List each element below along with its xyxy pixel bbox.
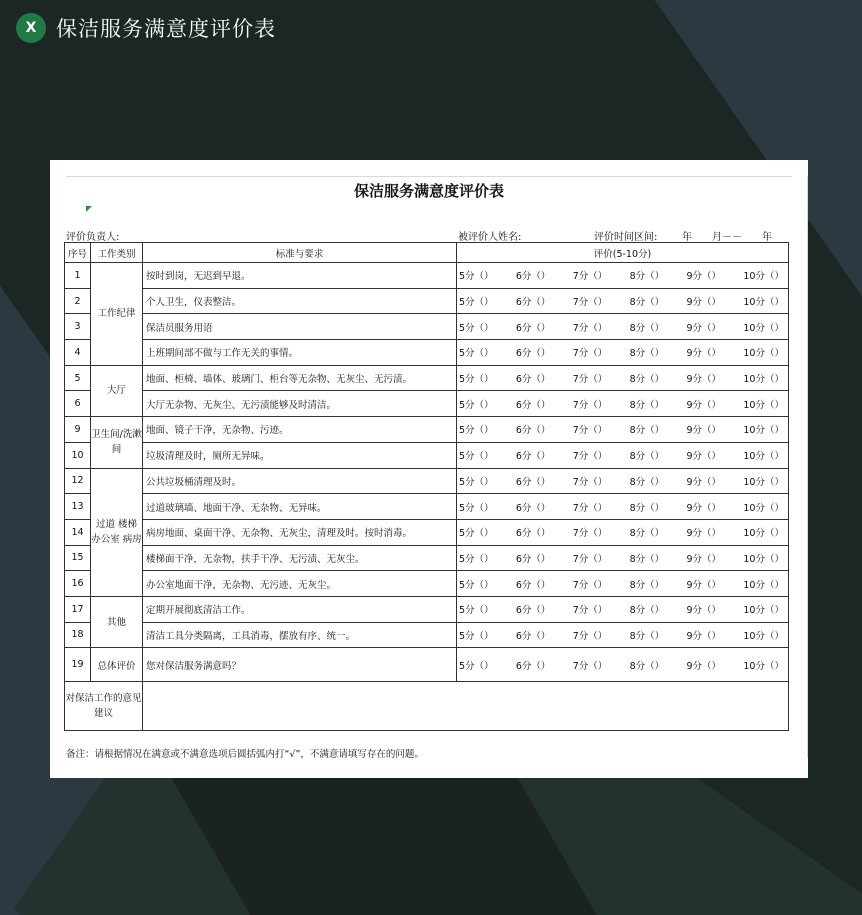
score-option[interactable]: 7分（） <box>572 579 608 591</box>
excel-icon-letter: X <box>25 20 37 36</box>
score-options[interactable] <box>457 263 789 289</box>
score-option[interactable]: 8分（） <box>629 322 665 334</box>
score-option[interactable]: 8分（） <box>629 451 665 463</box>
score-option[interactable]: 8分（） <box>629 553 665 565</box>
score-option[interactable]: 10分（） <box>743 399 784 411</box>
criteria-cell: 垃圾清理及时，厕所无异味。 <box>143 442 457 468</box>
score-option[interactable]: 8分（） <box>629 271 665 283</box>
row-number: 13 <box>65 494 91 520</box>
score-options[interactable] <box>457 442 789 468</box>
score-option[interactable]: 5分（） <box>459 271 494 283</box>
score-option[interactable]: 8分（） <box>629 660 665 672</box>
score-option[interactable]: 7分（） <box>572 425 608 437</box>
row-number: 14 <box>65 519 91 545</box>
score-option[interactable]: 9分（） <box>686 553 722 565</box>
criteria-cell: 病房地面、桌面干净、无杂物、无灰尘，清理及时。按时消毒。 <box>143 519 457 545</box>
score-option[interactable]: 9分（） <box>686 348 722 360</box>
score-option[interactable]: 8分（） <box>629 399 665 411</box>
title-bar <box>16 12 276 44</box>
score-option[interactable]: 10分（） <box>743 348 784 360</box>
score-option[interactable]: 6分（） <box>515 425 551 437</box>
score-option[interactable]: 7分（） <box>572 271 608 283</box>
score-option[interactable]: 10分（） <box>743 630 784 642</box>
score-option[interactable]: 9分（） <box>686 451 722 463</box>
criteria-cell: 按时到岗，无迟到早退。 <box>143 263 457 289</box>
score-option[interactable]: 9分（） <box>686 271 722 283</box>
score-option[interactable]: 8分（） <box>629 425 665 437</box>
score-option[interactable]: 9分（） <box>686 399 722 411</box>
score-option[interactable]: 10分（） <box>743 502 784 514</box>
score-option[interactable]: 7分（） <box>572 605 608 617</box>
category-cell: 卫生间/洗漱间 <box>91 417 143 468</box>
table-row <box>65 365 789 391</box>
score-option[interactable]: 9分（） <box>686 630 722 642</box>
suggestion-row <box>65 682 789 731</box>
score-options[interactable] <box>457 468 789 494</box>
row-number: 2 <box>65 288 91 314</box>
score-option[interactable]: 6分（） <box>515 502 551 514</box>
score-options[interactable] <box>457 545 789 571</box>
header-score: 评价(5-10分) <box>457 243 789 263</box>
score-option[interactable]: 5分（） <box>459 322 494 334</box>
period-label: 评价时间区间: <box>594 232 658 243</box>
score-options[interactable] <box>457 340 789 366</box>
row-number: 5 <box>65 365 91 391</box>
score-option[interactable]: 9分（） <box>686 425 722 437</box>
score-option[interactable]: 10分（） <box>743 374 784 386</box>
table-row <box>65 442 789 468</box>
score-option[interactable]: 10分（） <box>743 297 784 309</box>
table-row <box>65 417 789 443</box>
score-option[interactable]: 6分（） <box>515 271 551 283</box>
score-options[interactable] <box>457 519 789 545</box>
row-number: 16 <box>65 571 91 597</box>
score-option[interactable]: 10分（） <box>743 660 784 672</box>
table-row <box>65 468 789 494</box>
score-option[interactable]: 6分（） <box>515 579 551 591</box>
score-option[interactable]: 5分（） <box>459 451 494 463</box>
score-option[interactable]: 7分（） <box>572 553 608 565</box>
row-number: 4 <box>65 340 91 366</box>
score-option[interactable]: 8分（） <box>629 502 665 514</box>
gridline <box>66 176 792 177</box>
table-header-row <box>65 243 789 263</box>
score-option[interactable]: 8分（） <box>629 605 665 617</box>
score-option[interactable]: 7分（） <box>572 322 608 334</box>
score-option[interactable]: 6分（） <box>515 374 551 386</box>
header-criteria: 标准与要求 <box>143 243 457 263</box>
score-option[interactable]: 8分（） <box>629 528 665 540</box>
score-option[interactable]: 8分（） <box>629 297 665 309</box>
score-option[interactable]: 8分（） <box>629 630 665 642</box>
score-option[interactable]: 6分（） <box>515 660 551 672</box>
category-cell: 工作纪律 <box>91 263 143 366</box>
score-options[interactable] <box>457 288 789 314</box>
score-option[interactable]: 9分（） <box>686 502 722 514</box>
category-cell: 大厅 <box>91 365 143 416</box>
score-option[interactable]: 5分（） <box>459 528 494 540</box>
excel-icon <box>16 13 46 43</box>
criteria-cell: 定期开展彻底清洁工作。 <box>143 596 457 622</box>
category-cell: 总体评价 <box>91 648 143 682</box>
category-cell: 其他 <box>91 596 143 647</box>
document-title: 保洁服务满意度评价表 <box>353 182 504 200</box>
evaluatee-label: 被评价人姓名: <box>458 232 522 243</box>
criteria-cell: 您对保洁服务满意吗？ <box>143 648 457 682</box>
score-option[interactable]: 8分（） <box>629 476 665 488</box>
score-option[interactable]: 9分（） <box>686 528 722 540</box>
score-option[interactable]: 6分（） <box>515 528 551 540</box>
score-option[interactable]: 5分（） <box>459 553 494 565</box>
row-number: 1 <box>65 263 91 289</box>
table-row <box>65 391 789 417</box>
score-option[interactable]: 10分（） <box>743 322 784 334</box>
score-option[interactable]: 10分（） <box>743 553 784 565</box>
criteria-cell: 公共垃圾桶清理及时。 <box>143 468 457 494</box>
score-option[interactable]: 7分（） <box>572 374 608 386</box>
score-option[interactable]: 6分（） <box>515 605 551 617</box>
score-option[interactable]: 10分（） <box>743 605 784 617</box>
total-row <box>65 648 789 682</box>
score-option[interactable]: 10分（） <box>743 528 784 540</box>
score-options[interactable] <box>457 596 789 622</box>
table-row <box>65 340 789 366</box>
table-row <box>65 314 789 340</box>
score-option[interactable]: 5分（） <box>459 425 494 437</box>
score-options[interactable] <box>457 391 789 417</box>
criteria-cell: 过道玻璃墙、地面干净、无杂物、无异味。 <box>143 494 457 520</box>
score-option[interactable]: 5分（） <box>459 476 494 488</box>
period-value: 年 月－－ 年 <box>682 232 772 243</box>
footnote: 备注：请根据情况在满意或不满意选项后圆括弧内打“√”，不满意请填写存在的问题。 <box>66 749 424 760</box>
score-option[interactable]: 10分（） <box>743 425 784 437</box>
score-option[interactable]: 9分（） <box>686 322 722 334</box>
cell-comment-indicator <box>86 206 92 212</box>
score-option[interactable]: 9分（） <box>686 374 722 386</box>
score-option[interactable]: 5分（） <box>459 297 494 309</box>
score-option[interactable]: 10分（） <box>743 451 784 463</box>
criteria-cell: 楼梯面干净，无杂物，扶手干净、无污渍、无灰尘。 <box>143 545 457 571</box>
criteria-cell: 保洁员服务用语 <box>143 314 457 340</box>
criteria-cell: 地面、镜子干净，无杂物、污迹。 <box>143 417 457 443</box>
score-option[interactable]: 10分（） <box>743 271 784 283</box>
score-option[interactable]: 6分（） <box>515 297 551 309</box>
score-option[interactable]: 5分（） <box>459 605 494 617</box>
score-option[interactable]: 6分（） <box>515 348 551 360</box>
score-option[interactable]: 8分（） <box>629 374 665 386</box>
score-option[interactable]: 5分（） <box>459 348 494 360</box>
score-option[interactable]: 5分（） <box>459 660 494 672</box>
score-option[interactable]: 8分（） <box>629 579 665 591</box>
score-option[interactable]: 7分（） <box>572 451 608 463</box>
score-option[interactable]: 6分（） <box>515 476 551 488</box>
row-number: 10 <box>65 442 91 468</box>
score-option[interactable]: 10分（） <box>743 476 784 488</box>
row-number: 18 <box>65 622 91 648</box>
table-row <box>65 545 789 571</box>
score-options[interactable] <box>457 417 789 443</box>
criteria-cell: 大厅无杂物、无灰尘、无污渍能够及时清洁。 <box>143 391 457 417</box>
criteria-cell: 办公室地面干净，无杂物、无污迹、无灰尘。 <box>143 571 457 597</box>
row-number: 12 <box>65 468 91 494</box>
score-option[interactable]: 6分（） <box>515 322 551 334</box>
row-number: 17 <box>65 596 91 622</box>
score-option[interactable]: 7分（） <box>572 476 608 488</box>
score-option[interactable]: 6分（） <box>515 630 551 642</box>
category-cell: 过道 楼梯 办公室 病房 <box>91 468 143 596</box>
score-options[interactable] <box>457 648 789 682</box>
suggestion-label: 对保洁工作的意见建议 <box>65 682 143 731</box>
score-options[interactable] <box>457 622 789 648</box>
score-option[interactable]: 5分（） <box>459 374 494 386</box>
table-row <box>65 288 789 314</box>
score-option[interactable]: 7分（） <box>572 660 608 672</box>
score-option[interactable]: 7分（） <box>572 297 608 309</box>
score-option[interactable]: 6分（） <box>515 399 551 411</box>
table-row <box>65 519 789 545</box>
score-options[interactable] <box>457 314 789 340</box>
table-row <box>65 622 789 648</box>
score-option[interactable]: 7分（） <box>572 502 608 514</box>
spreadsheet-page <box>50 160 808 778</box>
score-option[interactable]: 6分（） <box>515 553 551 565</box>
score-option[interactable]: 7分（） <box>572 528 608 540</box>
criteria-cell: 上班期间部不做与工作无关的事情。 <box>143 340 457 366</box>
evaluation-table <box>64 242 789 731</box>
score-option[interactable]: 9分（） <box>686 605 722 617</box>
score-option[interactable]: 10分（） <box>743 579 784 591</box>
row-number: 3 <box>65 314 91 340</box>
header-category: 工作类别 <box>91 243 143 263</box>
criteria-cell: 地面、柜椅、墙体、玻璃门、柜台等无杂物、无灰尘、无污渍。 <box>143 365 457 391</box>
score-option[interactable]: 9分（） <box>686 297 722 309</box>
score-option[interactable]: 7分（） <box>572 348 608 360</box>
gridline <box>807 176 808 758</box>
score-options[interactable] <box>457 571 789 597</box>
score-option[interactable]: 7分（） <box>572 630 608 642</box>
table-row <box>65 596 789 622</box>
suggestion-input[interactable] <box>143 682 789 731</box>
score-option[interactable]: 9分（） <box>686 660 722 672</box>
row-number: 15 <box>65 545 91 571</box>
header-no: 序号 <box>65 243 91 263</box>
score-option[interactable]: 9分（） <box>686 476 722 488</box>
table-row <box>65 263 789 289</box>
row-number: 6 <box>65 391 91 417</box>
table-row <box>65 494 789 520</box>
score-option[interactable]: 5分（） <box>459 502 494 514</box>
table-row <box>65 571 789 597</box>
score-options[interactable] <box>457 494 789 520</box>
score-option[interactable]: 8分（） <box>629 348 665 360</box>
row-number: 9 <box>65 417 91 443</box>
criteria-cell: 个人卫生，仪表整洁。 <box>143 288 457 314</box>
score-option[interactable]: 5分（） <box>459 399 494 411</box>
score-option[interactable]: 9分（） <box>686 579 722 591</box>
score-option[interactable]: 5分（） <box>459 579 494 591</box>
score-options[interactable] <box>457 365 789 391</box>
row-number: 19 <box>65 648 91 682</box>
score-option[interactable]: 6分（） <box>515 451 551 463</box>
evaluator-label: 评价负责人: <box>66 232 120 243</box>
score-option[interactable]: 7分（） <box>572 399 608 411</box>
app-title: 保洁服务满意度评价表 <box>56 17 276 41</box>
criteria-cell: 清洁工具分类隔离，工具消毒，摆放有序、统一。 <box>143 622 457 648</box>
score-option[interactable]: 5分（） <box>459 630 494 642</box>
